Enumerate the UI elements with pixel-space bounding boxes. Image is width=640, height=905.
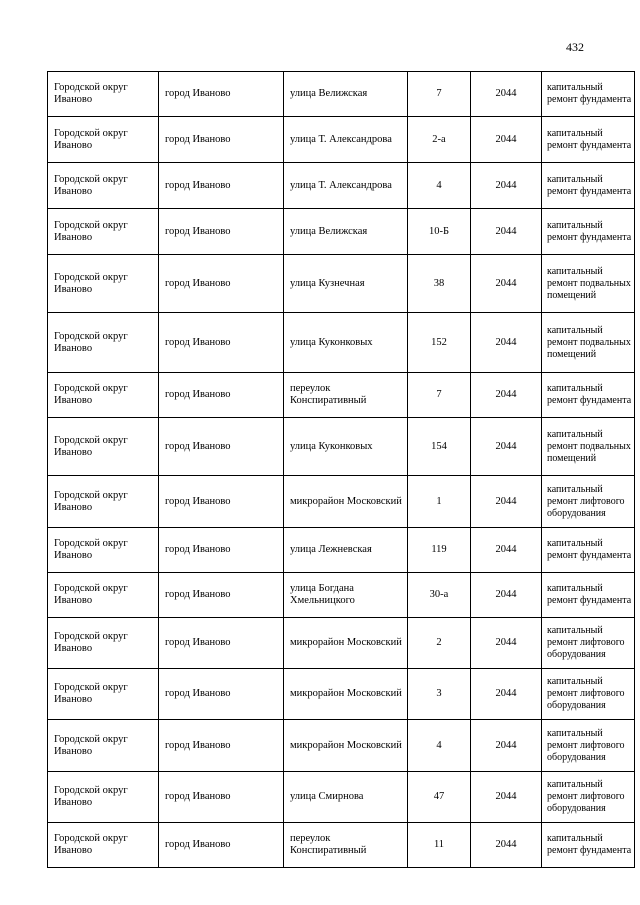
street-cell: переулок Конспиративный bbox=[284, 823, 408, 868]
house-number-cell: 4 bbox=[408, 163, 471, 209]
city-cell: город Иваново bbox=[159, 72, 284, 117]
city-cell: город Иваново bbox=[159, 772, 284, 823]
street-cell: улица Кузнечная bbox=[284, 255, 408, 313]
district-cell: Городской округ Иваново bbox=[48, 373, 159, 418]
district-cell: Городской округ Иваново bbox=[48, 669, 159, 720]
district-cell: Городской округ Иваново bbox=[48, 418, 159, 476]
city-cell: город Иваново bbox=[159, 209, 284, 255]
year-cell: 2044 bbox=[471, 72, 542, 117]
year-cell: 2044 bbox=[471, 255, 542, 313]
work-type-cell: капитальный ремонт фундамента bbox=[542, 823, 635, 868]
table-row bbox=[48, 72, 635, 117]
work-type-cell: капитальный ремонт лифтового оборудования bbox=[542, 669, 635, 720]
table-row bbox=[48, 418, 635, 476]
street-cell: улица Велижская bbox=[284, 72, 408, 117]
house-number-cell: 7 bbox=[408, 373, 471, 418]
street-cell: микрорайон Московский bbox=[284, 618, 408, 669]
district-cell: Городской округ Иваново bbox=[48, 772, 159, 823]
city-cell: город Иваново bbox=[159, 720, 284, 772]
year-cell: 2044 bbox=[471, 618, 542, 669]
city-cell: город Иваново bbox=[159, 373, 284, 418]
district-cell: Городской округ Иваново bbox=[48, 72, 159, 117]
table-row bbox=[48, 720, 635, 772]
district-cell: Городской округ Иваново bbox=[48, 823, 159, 868]
table-row bbox=[48, 373, 635, 418]
year-cell: 2044 bbox=[471, 528, 542, 573]
table-row bbox=[48, 823, 635, 868]
street-cell: улица Куконковых bbox=[284, 418, 408, 476]
year-cell: 2044 bbox=[471, 117, 542, 163]
street-cell: улица Велижская bbox=[284, 209, 408, 255]
work-type-cell: капитальный ремонт подвальных помещений bbox=[542, 255, 635, 313]
year-cell: 2044 bbox=[471, 163, 542, 209]
work-type-cell: капитальный ремонт лифтового оборудования bbox=[542, 720, 635, 772]
street-cell: микрорайон Московский bbox=[284, 669, 408, 720]
city-cell: город Иваново bbox=[159, 163, 284, 209]
house-number-cell: 38 bbox=[408, 255, 471, 313]
city-cell: город Иваново bbox=[159, 823, 284, 868]
house-number-cell: 1 bbox=[408, 476, 471, 528]
year-cell: 2044 bbox=[471, 772, 542, 823]
street-cell: улица Т. Александрова bbox=[284, 163, 408, 209]
table-row bbox=[48, 669, 635, 720]
house-number-cell: 119 bbox=[408, 528, 471, 573]
district-cell: Городской округ Иваново bbox=[48, 255, 159, 313]
table-row bbox=[48, 573, 635, 618]
year-cell: 2044 bbox=[471, 476, 542, 528]
street-cell: улица Богдана Хмельницкого bbox=[284, 573, 408, 618]
work-type-cell: капитальный ремонт лифтового оборудования bbox=[542, 772, 635, 823]
table-row bbox=[48, 117, 635, 163]
page-number: 432 bbox=[566, 40, 584, 54]
year-cell: 2044 bbox=[471, 373, 542, 418]
house-number-cell: 47 bbox=[408, 772, 471, 823]
city-cell: город Иваново bbox=[159, 528, 284, 573]
street-cell: переулок Конспиративный bbox=[284, 373, 408, 418]
street-cell: микрорайон Московский bbox=[284, 476, 408, 528]
work-type-cell: капитальный ремонт фундамента bbox=[542, 117, 635, 163]
house-number-cell: 30-а bbox=[408, 573, 471, 618]
street-cell: улица Лежневская bbox=[284, 528, 408, 573]
table-row bbox=[48, 618, 635, 669]
work-type-cell: капитальный ремонт фундамента bbox=[542, 163, 635, 209]
work-type-cell: капитальный ремонт фундамента bbox=[542, 528, 635, 573]
house-number-cell: 10-Б bbox=[408, 209, 471, 255]
house-number-cell: 4 bbox=[408, 720, 471, 772]
table-row bbox=[48, 528, 635, 573]
work-type-cell: капитальный ремонт подвальных помещений bbox=[542, 313, 635, 373]
house-number-cell: 2 bbox=[408, 618, 471, 669]
district-cell: Городской округ Иваново bbox=[48, 313, 159, 373]
district-cell: Городской округ Иваново bbox=[48, 117, 159, 163]
street-cell: улица Куконковых bbox=[284, 313, 408, 373]
house-number-cell: 152 bbox=[408, 313, 471, 373]
work-type-cell: капитальный ремонт фундамента bbox=[542, 72, 635, 117]
city-cell: город Иваново bbox=[159, 618, 284, 669]
city-cell: город Иваново bbox=[159, 117, 284, 163]
work-type-cell: капитальный ремонт лифтового оборудования bbox=[542, 618, 635, 669]
city-cell: город Иваново bbox=[159, 255, 284, 313]
district-cell: Городской округ Иваново bbox=[48, 163, 159, 209]
work-type-cell: капитальный ремонт фундамента bbox=[542, 209, 635, 255]
city-cell: город Иваново bbox=[159, 313, 284, 373]
table-row bbox=[48, 476, 635, 528]
work-type-cell: капитальный ремонт подвальных помещений bbox=[542, 418, 635, 476]
street-cell: улица Смирнова bbox=[284, 772, 408, 823]
table-row bbox=[48, 255, 635, 313]
street-cell: микрорайон Московский bbox=[284, 720, 408, 772]
table-row bbox=[48, 772, 635, 823]
housing-repair-table bbox=[47, 71, 635, 868]
city-cell: город Иваново bbox=[159, 669, 284, 720]
year-cell: 2044 bbox=[471, 313, 542, 373]
year-cell: 2044 bbox=[471, 669, 542, 720]
house-number-cell: 154 bbox=[408, 418, 471, 476]
district-cell: Городской округ Иваново bbox=[48, 618, 159, 669]
table-row bbox=[48, 163, 635, 209]
table-row bbox=[48, 209, 635, 255]
district-cell: Городской округ Иваново bbox=[48, 528, 159, 573]
work-type-cell: капитальный ремонт фундамента bbox=[542, 573, 635, 618]
city-cell: город Иваново bbox=[159, 418, 284, 476]
work-type-cell: капитальный ремонт лифтового оборудования bbox=[542, 476, 635, 528]
district-cell: Городской округ Иваново bbox=[48, 209, 159, 255]
house-number-cell: 3 bbox=[408, 669, 471, 720]
city-cell: город Иваново bbox=[159, 476, 284, 528]
street-cell: улица Т. Александрова bbox=[284, 117, 408, 163]
work-type-cell: капитальный ремонт фундамента bbox=[542, 373, 635, 418]
city-cell: город Иваново bbox=[159, 573, 284, 618]
house-number-cell: 7 bbox=[408, 72, 471, 117]
district-cell: Городской округ Иваново bbox=[48, 573, 159, 618]
year-cell: 2044 bbox=[471, 720, 542, 772]
year-cell: 2044 bbox=[471, 823, 542, 868]
year-cell: 2044 bbox=[471, 209, 542, 255]
district-cell: Городской округ Иваново bbox=[48, 720, 159, 772]
table-row bbox=[48, 313, 635, 373]
year-cell: 2044 bbox=[471, 418, 542, 476]
house-number-cell: 2-а bbox=[408, 117, 471, 163]
district-cell: Городской округ Иваново bbox=[48, 476, 159, 528]
house-number-cell: 11 bbox=[408, 823, 471, 868]
year-cell: 2044 bbox=[471, 573, 542, 618]
